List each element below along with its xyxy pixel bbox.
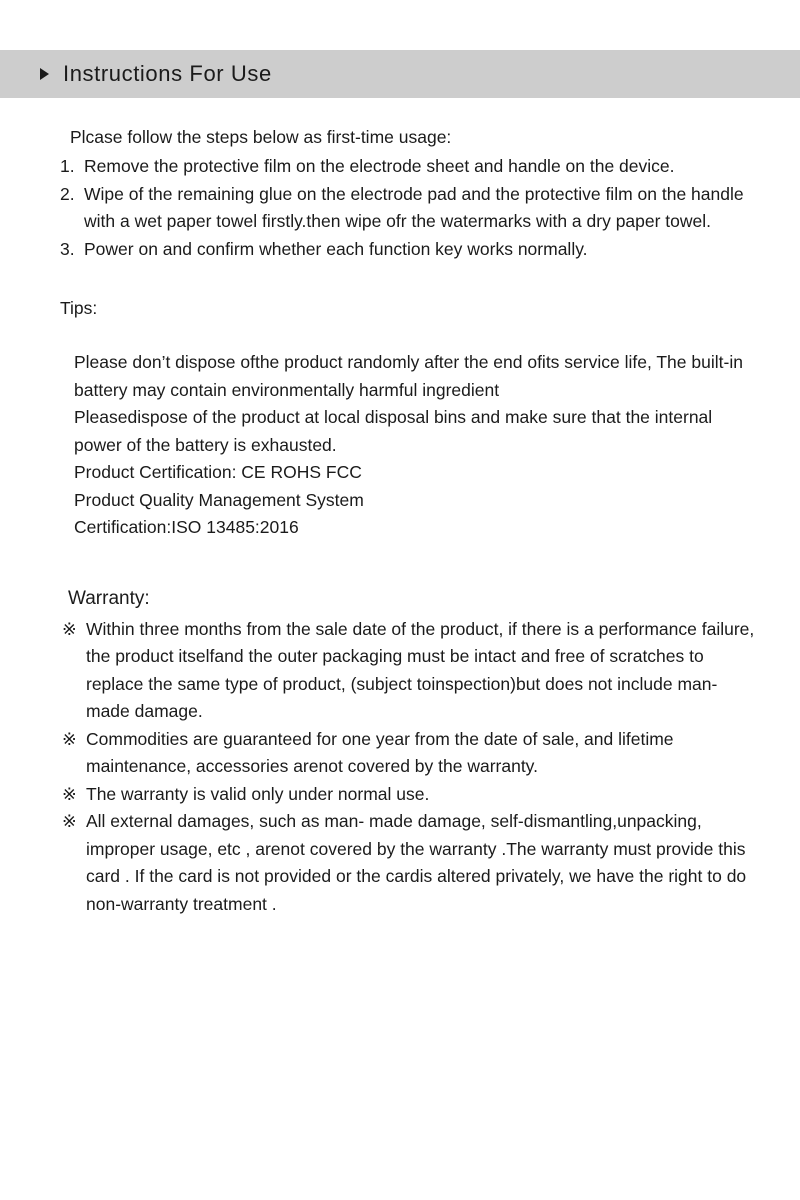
warranty-item-text: All external damages, such as man- made damage, self-dismantling,unpacking, improper usage, etc , arenot covered by the warranty .The warranty must provide this card . If the card is not provided or the cardis altered privately, we have the right to do non-warranty treatment . [86,811,747,914]
step-number: 2. [60,183,75,204]
warranty-list [60,616,760,919]
warranty-item [60,781,760,809]
warranty-item-text: The warranty is valid only under normal use. [86,783,430,804]
step-text: Wipe of the remaining glue on the electrode pad and the protective film on the handle with a wet paper towel firstly.then wipe ofr the watermarks with a dry paper towel. [84,183,744,231]
tips-paragraph: Product Certification: CE ROHS FCC [74,462,362,482]
step-number: 1. [60,156,75,176]
triangle-right-icon [40,68,49,80]
reference-mark-icon: ※ [62,783,77,804]
tips-paragraph: Product Quality Management System [74,489,364,510]
reference-mark-icon: ※ [62,728,77,749]
instruction-steps-list [60,153,760,263]
tips-heading: Tips: [60,298,98,318]
warranty-item-text: Commodities are guaranteed for one year from the date of sale, and lifetime maintenance, accessories arenot covered by the warranty. [86,728,674,776]
top-spacer [0,0,800,50]
instructions-intro: Plcase follow the steps below as first-time usage: [70,127,452,147]
warranty-item [60,808,760,918]
warranty-item [60,726,760,781]
tips-paragraph: Pleasedispose of the product at local disposal bins and make sure that the internal power of the battery is exhausted. [74,407,713,455]
instruction-step [60,236,760,264]
step-text: Remove the protective film on the electrode sheet and handle on the device. [84,156,675,176]
tips-paragraph: Certification:ISO 13485:2016 [74,517,299,537]
instruction-step [60,153,760,181]
reference-mark-icon: ※ [62,811,77,831]
warranty-heading: Warranty: [68,587,150,609]
page-title: Instructions For Use [63,61,272,86]
warranty-item-text: Within three months from the sale date of the product, if there is a performance failure, the product itselfand the outer packaging must be intact and free of scratches to replace the same type of product, (subject toinspection)but does not include man-made damage. [86,618,755,721]
instruction-step [60,181,760,236]
warranty-item [60,616,760,726]
tips-paragraph: Please don’t dispose ofthe product randomly after the end ofits service life, The built-in battery may contain environmentally harmful ingredient [74,352,743,400]
step-number: 3. [60,238,75,259]
section-header [0,50,800,98]
page-content [0,124,800,918]
reference-mark-icon: ※ [62,618,77,639]
step-text: Power on and confirm whether each function key works normally. [84,238,588,259]
tips-block [74,349,760,542]
